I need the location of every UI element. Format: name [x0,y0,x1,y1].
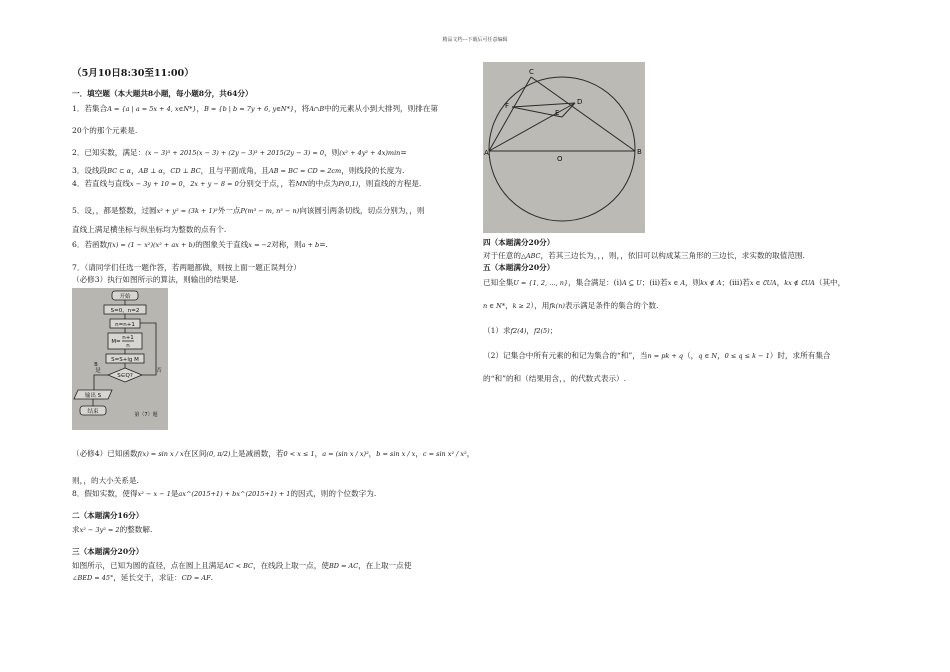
section-5-title: 五（本题满分20分） [483,263,555,272]
label-d: D [577,98,583,106]
flow-step1-text: n=n+1 [115,322,135,328]
sec5-text-c: ；(ii)若 [641,278,668,287]
question-4 [72,179,421,189]
label-b: B [637,148,642,156]
q2-expression: (x² + 4y² + 4x)min [339,149,401,157]
sec3-m4: CD = AF [181,574,211,582]
q3-m3: CD ⊥ BC [170,167,201,175]
q3-m4: AB = BC = CD = 2cm [269,167,342,175]
q6-text-b: 的图象关于直线 [195,240,249,249]
question-6 [72,240,328,250]
q1-text-c: ，将 [294,104,310,113]
q2-text-c: = [400,148,407,157]
sec5-m1: U = {1, 2, …, n} [513,279,569,287]
sec3-text-c: ，在上取一点使 [358,561,412,570]
q8-m2: ax^(2015+1) + bx^(2015+1) + 1 [178,490,291,498]
sec4-text-b: ，若其三边长为，，，则，，依旧可以构成某三角形的三边长，求实数的取值范围. [540,251,805,260]
flow-condition-text: S∈Q? [117,373,133,379]
q3-text-e: ，则线段的长度为. [341,166,405,175]
p1-m2: f2(5) [533,327,550,335]
q7b-m1: f(x) = sin x / x [137,450,184,458]
q4-text-d: 的中点为 [308,179,339,188]
flow-marker: B [94,362,98,368]
circle-geometry-figure [483,62,645,233]
flow-step3-text: S=S+lg M [111,357,139,363]
flow-no-label: 否 [156,368,162,374]
sec2-text-a: 求 [72,525,80,534]
sec3-m3: ∠BED = 45° [72,574,114,582]
p1-text-c: ； [549,326,558,335]
q4-text-b: ， [182,179,191,188]
p1-text-b: ， [526,326,534,335]
q8-text-c: 的因式，则的个位数字为. [290,489,377,498]
q4-m1: x − 3y + 10 = 0 [130,180,183,188]
label-o: O [557,155,563,163]
section-2-text [72,525,152,535]
q6-text-c: 对称，则 [271,240,302,249]
sec5-text-b: ，集合满足：(i) [568,278,622,287]
q2-text-b: ，则 [324,148,340,157]
question-1-line-2: 20个的那个元素是. [72,126,138,135]
section-5-line-1 [483,278,845,288]
sec4-triangle: △ABC [520,252,541,260]
q4-text-a: 4．若直线与直线 [72,179,130,188]
sec5-text-g: （其中， [814,278,846,287]
sec2-equation: x² − 3y² = 2 [79,526,120,534]
q1-intersection: A∩B [309,105,325,113]
sec3-text-d: ，延长交于，求证： [113,573,182,582]
q5-text-b: 外一点 [217,206,241,215]
sec5-text-f: ， [776,278,785,287]
question-7-line-1: 7．（请同学们任选一题作答，若两题都做，则按上面一题正误判分） [72,263,301,272]
q7b-text-c: 上是减函数，若 [230,449,284,458]
flow-step2-top: n+1 [122,335,134,341]
sub-question-1 [483,326,557,336]
q7b-m5: b = sin x / x [376,450,416,458]
q1-text-a: 1．若集合 [72,104,108,113]
sec5-m2: A ⊆ U [621,279,642,287]
sec3-m2: BD = AC [328,562,359,570]
p2-m3: 0 ≤ q ≤ k − 1 [724,352,770,360]
sec5-m5: x ∈ ∁UA [749,279,777,287]
q7b-m6: c = sin x² / x² [422,450,467,458]
sec5-l2-text-a: ， [505,301,513,310]
q7b-text-b: 在区间 [183,449,207,458]
q1-text-d: 中的元素从小到大排列，则排在第 [324,104,439,113]
q8-text-a: 8．假如实数，使得 [72,489,138,498]
q6-text-d: =. [319,240,328,249]
sec3-m1: AC < BC [223,562,253,570]
sec3-text-e: . [210,573,214,582]
question-5-line-2: 直线上满足横坐标与纵坐标均为整数的点有个. [72,225,227,234]
sec2-text-b: 的整数解. [119,525,153,534]
sec5-l2-m2: k ≥ 2 [512,302,531,310]
flow-yes-label: 是 [95,368,101,374]
p2-text-d: ）时，求所有集合 [769,351,831,360]
sec5-l2-m3: fk(n) [549,302,565,310]
flow-step2-bottom: n [126,343,130,349]
q4-m4: P(0,1) [338,180,359,188]
sec5-l2-text-b: ），用 [530,301,550,310]
sec3-text-a: 如图所示，已知为圆的直径，点在圆上且满足 [72,561,224,570]
q1-set-b: B = {b | b = 7y + 6, y∈N*} [204,105,295,113]
flow-end-text: 结束 [87,409,99,415]
q2-equation: (x − 3)³ + 2015(x − 3) + (2y − 3)³ + 2015(2y − 3) = 0 [145,149,325,157]
sec5-text-a: 已知全集 [483,278,514,287]
q7b-m4: a = (sin x / x)² [322,450,369,458]
q7b-text-e: ， [368,449,377,458]
flow-init-text: S=0，n=2 [110,308,140,314]
p2-text-b: （， [683,351,699,360]
p2-text-c: ， [717,351,725,360]
q8-text-b: 是 [170,489,179,498]
label-c: C [529,68,534,76]
q2-text-a: 2．已知实数，满足： [72,148,146,157]
flowchart-svg [72,288,168,430]
section-4-title: 四（本题满分20分） [483,238,555,247]
flow-caption: 第（7）题 [134,412,158,418]
exam-date-line: （5月10日8:30至11:00） [72,68,194,79]
flow-start-text: 开始 [119,294,131,300]
label-a: A [484,149,489,157]
question-7-line-2: （必修3）执行如图所示的算法，则输出的结果是. [72,275,239,284]
q5-m2: P(m³ − m, n³ − n) [240,207,300,215]
section-3-line-2 [72,573,213,583]
section-5-line-2 [483,301,658,311]
question-7-b [72,449,474,459]
section-4-text [483,251,805,261]
q5-text-c: 向该圆引两条切线，切点分别为，，则 [299,206,425,215]
sec3-text-b: ，在线段上取一点，使 [253,561,329,570]
circle-figure-svg [483,62,645,233]
q7b-text-a: （必修4）已知函数 [72,449,138,458]
sec5-text-e: ；(iii)若 [721,278,750,287]
q3-text-c: ， [162,166,171,175]
q7b-text-g: ， [466,449,475,458]
question-1 [72,104,438,114]
section-1-title: 一．填空题（本大题共8小题，每小题8分，共64分） [72,89,253,98]
q6-text-a: 6．若函数 [72,240,108,249]
q6-m3: a + b [301,241,320,249]
p2-m2: q ∈ N [698,352,718,360]
q3-text-a: 3．设线段 [72,166,108,175]
q1-set-a: A = {a | a = 5x + 4, x∈N*} [107,105,197,113]
question-2 [72,148,407,158]
q4-text-c: 分别交于点，，若 [238,179,296,188]
question-7-b-line-2: 则，，的大小关系是. [72,476,139,485]
q8-m1: x² − x − 1 [137,490,171,498]
p1-text-a: （1）求 [483,326,511,335]
q6-m1: f(x) = (1 − x²)(x² + ax + b) [107,241,196,249]
flowchart-figure [72,288,168,430]
sec5-text-d: ，则 [685,278,701,287]
sec4-text-a: 对于任意的 [483,251,521,260]
p2-m1: n = pk + q [647,352,684,360]
q5-m1: x² + y² = (3k + 1)² [156,207,218,215]
q1-text-b: ， [196,104,205,113]
sec5-l2-m1: n ∈ N* [483,302,506,310]
p1-m1: f2(4) [510,327,527,335]
flow-step2-left: M= [111,339,121,345]
question-5 [72,206,424,216]
sub-question-2 [483,351,831,361]
sub-question-2-line-2: 的“和”的和（结果用含，，的代数式表示）. [483,374,627,383]
q5-text-a: 5．设，，都是整数，过圆 [72,206,157,215]
sec5-m3: x ∈ A [667,279,686,287]
q4-m2: 2x + y − 8 = 0 [190,180,239,188]
q3-m1: BC ⊂ α [107,167,132,175]
q4-m3: MN [295,180,308,188]
p2-text-a: （2）记集合中所有元素的和记为集合的“和”，当 [483,351,648,360]
label-f: F [505,102,510,110]
q7b-text-f: ， [415,449,423,458]
section-2-title: 二（本题满分16分） [72,511,144,520]
q3-m2: AB ⊥ α [138,167,163,175]
q7b-m2: (0, π/2) [206,450,231,458]
question-8 [72,489,376,499]
q4-text-e: ，则直线的方程是. [358,179,422,188]
section-3-title: 三（本题满分20分） [72,547,144,556]
label-e: E [555,109,560,117]
q3-text-d: ，且与平面成角，且 [200,166,270,175]
sec5-m6: kx ∉ ∁UA [784,279,815,287]
question-3 [72,166,404,176]
page-watermark-header: 精品文档---下载后可任意编辑 [442,37,508,43]
flow-output-text: 输出 S [84,393,102,399]
q6-m2: x = −2 [248,241,272,249]
q7b-m3: 0 < x ≤ 1 [283,450,315,458]
sec5-m4: kx ∉ A [700,279,722,287]
sec5-l2-text-c: 表示满足条件的集合的个数. [564,301,659,310]
q7b-text-d: ， [314,449,323,458]
section-3-line-1 [72,561,411,571]
q3-text-b: ， [131,166,139,175]
